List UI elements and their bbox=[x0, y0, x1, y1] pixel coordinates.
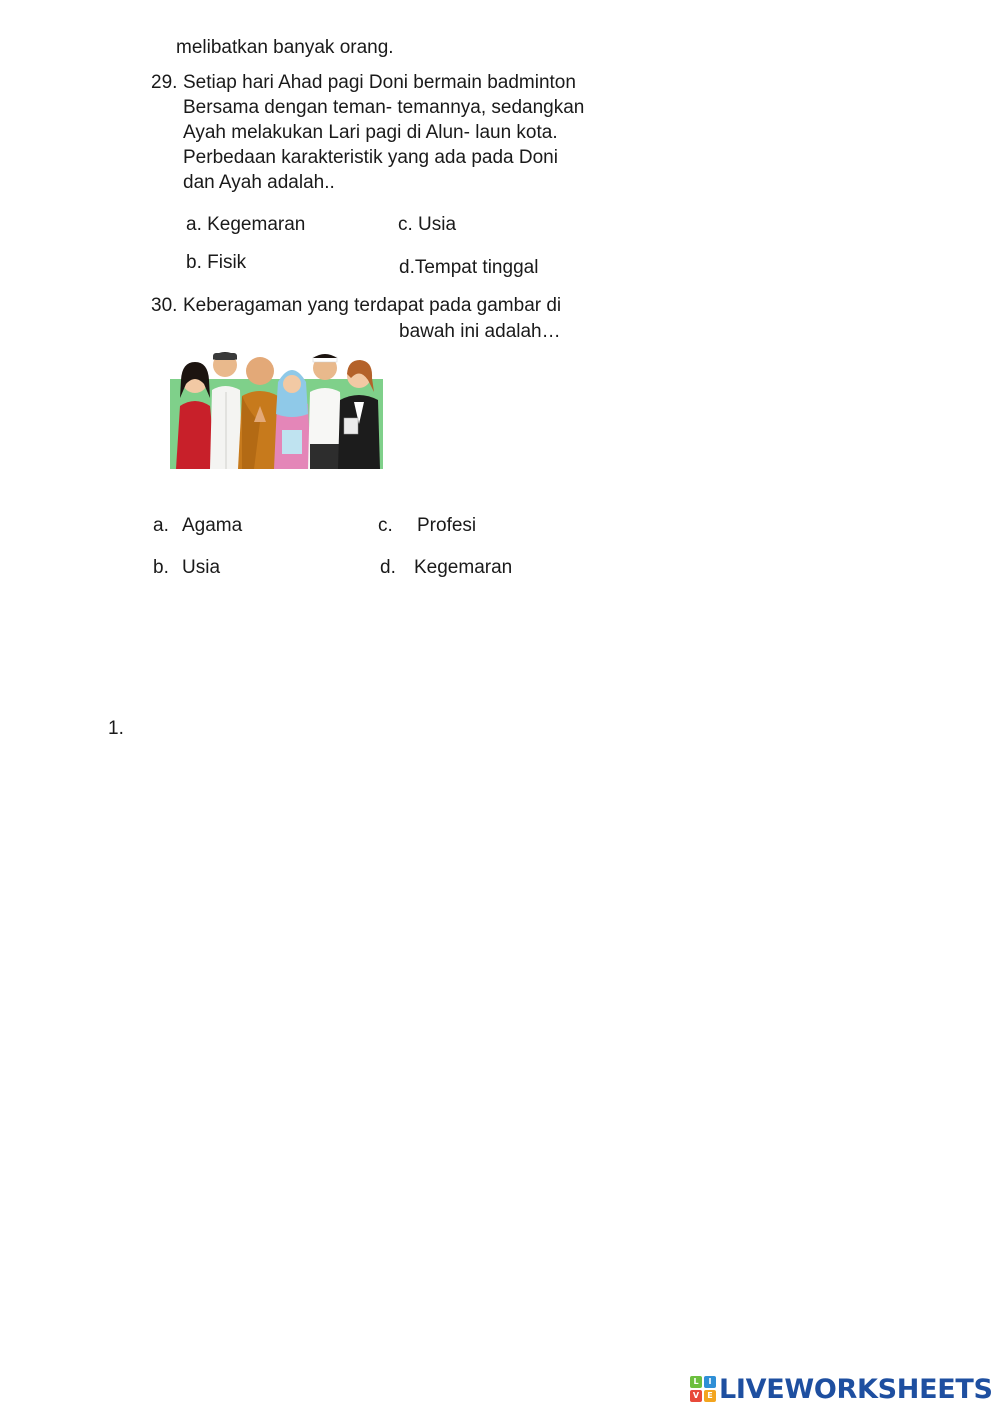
q29-option-b: b. Fisik bbox=[186, 252, 247, 273]
q30-option-b-text: Usia bbox=[182, 557, 221, 578]
intro-line: melibatkan banyak orang. bbox=[176, 37, 394, 58]
q29-option-d: d.Tempat tinggal bbox=[399, 257, 539, 278]
q30-line-1: Keberagaman yang terdapat pada gambar di bbox=[183, 295, 562, 316]
liveworksheets-logo[interactable] bbox=[690, 1374, 993, 1404]
q29-line-5: dan Ayah adalah.. bbox=[183, 172, 335, 193]
q30-line-2: bawah ini adalah… bbox=[399, 321, 561, 342]
q30-option-d-letter: d. bbox=[380, 557, 396, 578]
q29-line-1: Setiap hari Ahad pagi Doni bermain badminton bbox=[183, 72, 576, 93]
answer-list-item-number: 1. bbox=[108, 718, 124, 739]
logo-mark-letter: L bbox=[690, 1376, 702, 1388]
q30-option-d-text: Kegemaran bbox=[414, 557, 513, 578]
logo-mark-letter: V bbox=[690, 1390, 702, 1402]
q29-line-2: Bersama dengan teman- temannya, sedangkan bbox=[183, 97, 585, 118]
q29-option-c: c. Usia bbox=[398, 214, 457, 235]
q29-number: 29. bbox=[151, 72, 178, 93]
q29-line-3: Ayah melakukan Lari pagi di Alun- laun kota. bbox=[183, 122, 558, 143]
q30-option-c-letter: c. bbox=[378, 515, 393, 536]
people-drawing bbox=[170, 344, 383, 469]
logo-mark-letter: I bbox=[704, 1376, 716, 1388]
q29-option-a: a. Kegemaran bbox=[186, 214, 306, 235]
q29-line-4: Perbedaan karakteristik yang ada pada Doni bbox=[183, 147, 558, 168]
q30-option-c-text: Profesi bbox=[417, 515, 477, 536]
logo-mark-letter: E bbox=[704, 1390, 716, 1402]
diverse-people-illustration bbox=[170, 344, 383, 469]
liveworksheets-logo-text: LIVEWORKSHEETS bbox=[719, 1373, 993, 1405]
liveworksheets-logo-icon bbox=[690, 1376, 716, 1402]
q30-option-a-letter: a. bbox=[153, 515, 169, 536]
q30-option-a-text: Agama bbox=[182, 515, 243, 536]
q30-number: 30. bbox=[151, 295, 178, 316]
q30-option-b-letter: b. bbox=[153, 557, 169, 578]
